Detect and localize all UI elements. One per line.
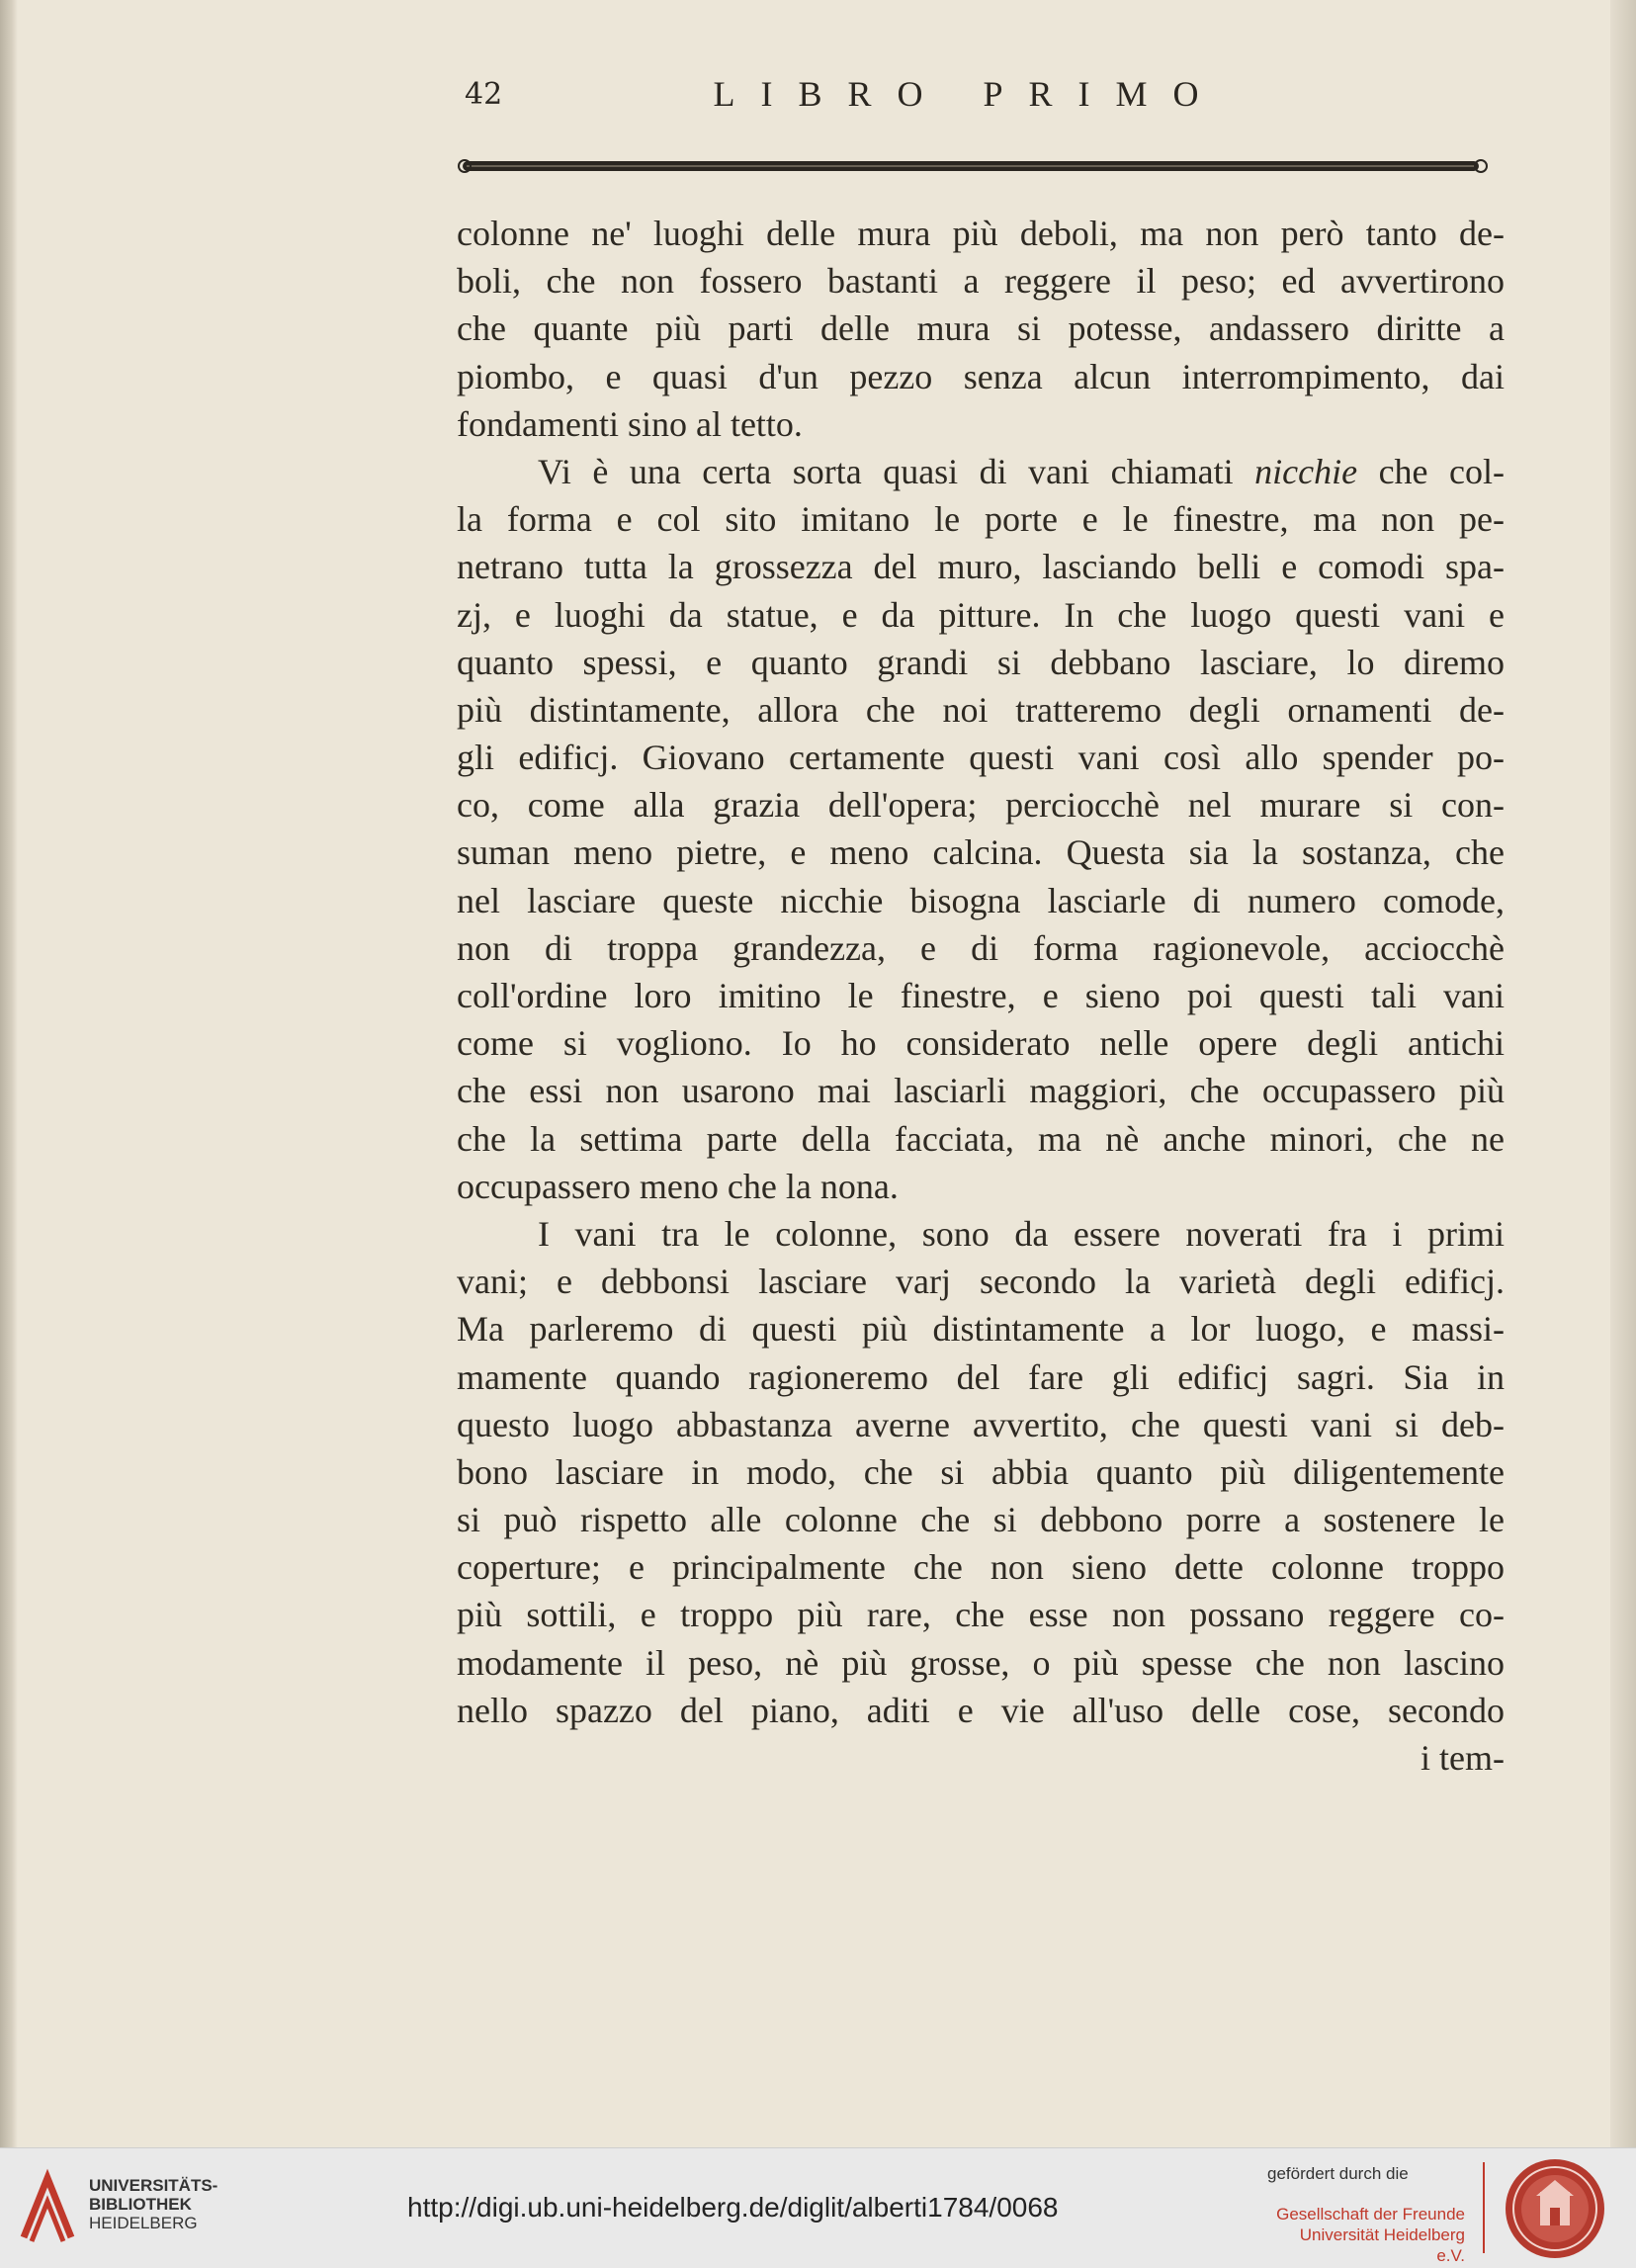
text-line: occupassero meno che la nona. <box>457 1166 899 1206</box>
text-line: mamente quando ragioneremo del fare gli edificj sagri. Sia in <box>457 1356 1505 1397</box>
text-line: che quante più parti delle mura si potesse, andassero diritte a <box>457 308 1505 349</box>
page-header <box>455 69 1483 129</box>
footer-bar <box>0 2147 1636 2268</box>
text-line: boli, che non fossero bastanti a reggere il peso; ed avvertirono <box>457 261 1505 302</box>
library-logo-icon <box>18 2168 77 2247</box>
sponsor-name: Gesellschaft der Freunde Universität Heidelberg e.V. <box>1276 2205 1465 2265</box>
text-line: co, come alla grazia dell'opera; perciocchè nel murare si con- <box>457 785 1505 826</box>
text-line <box>457 448 1505 495</box>
library-name: UNIVERSITÄTS- BIBLIOTHEK HEIDELBERG <box>89 2176 218 2232</box>
text-line: fondamenti sino al tetto. <box>457 403 803 444</box>
text-segment: Vi è una certa sorta quasi di vani chiamati <box>538 451 1234 491</box>
text-line: questo luogo abbastanza averne avvertito, che questi vani si deb- <box>457 1404 1505 1444</box>
text-line: che la settima parte della facciata, ma nè anche minori, che ne <box>457 1118 1505 1159</box>
text-line: vani; e debbonsi lasciare varj secondo la varietà degli edificj. <box>457 1262 1505 1302</box>
text-line: Ma parleremo di questi più distintamente a lor luogo, e massi- <box>457 1309 1505 1350</box>
text-line: modamente il peso, nè più grosse, o più spesse che non lascino <box>457 1642 1505 1683</box>
text-line: quanto spessi, e quanto grandi si debbano lasciare, lo diremo <box>457 642 1505 682</box>
text-line: I vani tra le colonne, sono da essere noverati fra i primi <box>538 1213 1505 1254</box>
page-number: 42 <box>465 77 503 112</box>
text-line: come si vogliono. Io ho considerato nelle opere degli antichi <box>457 1023 1505 1064</box>
text-line: che essi non usarono mai lasciarli maggiori, che occupassero più <box>457 1071 1505 1111</box>
sponsor-divider <box>1483 2162 1485 2253</box>
ornamental-rule <box>457 158 1490 174</box>
text-line: la forma e col sito imitano le porte e le finestre, ma non pe- <box>457 499 1505 540</box>
text-line: nel lasciare queste nicchie bisogna lasciarle di numero comode, <box>457 880 1505 920</box>
permalink-url[interactable]: http://digi.ub.uni-heidelberg.de/diglit/alberti1784/0068 <box>407 2192 1059 2223</box>
text-line: bono lasciare in modo, che si abbia quanto più diligentemente <box>457 1451 1505 1492</box>
catchword: i tem- <box>1421 1738 1505 1778</box>
text-line: più distintamente, allora che noi tratteremo degli ornamenti de- <box>457 689 1505 730</box>
university-seal-icon <box>1503 2156 1607 2261</box>
text-line: più sottili, e troppo più rare, che esse non possano reggere co- <box>457 1595 1505 1635</box>
text-segment: che col- <box>1378 451 1505 491</box>
text-line: coperture; e principalmente che non sieno dette colonne troppo <box>457 1547 1505 1588</box>
text-line: piombo, e quasi d'un pezzo senza alcun interrompimento, dai <box>457 356 1505 396</box>
text-line: gli edificj. Giovano certamente questi vani così allo spender po- <box>457 738 1505 778</box>
text-line: si può rispetto alle colonne che si debbono porre a sostenere le <box>457 1500 1505 1540</box>
text-line: colonne ne' luoghi delle mura più deboli, ma non però tanto de- <box>457 214 1505 253</box>
text-line: non di troppa grandezza, e di forma ragionevole, acciocchè <box>457 927 1505 968</box>
sponsor-note: gefördert durch die <box>1267 2164 1409 2183</box>
text-line: suman meno pietre, e meno calcina. Questa sia la sostanza, che <box>457 832 1505 873</box>
italic-term: nicchie <box>1254 451 1358 491</box>
text-line: zj, e luoghi da statue, e da pitture. In che luogo questi vani e <box>457 594 1505 635</box>
text-line: coll'ordine loro imitino le finestre, e sieno poi questi tali vani <box>457 976 1505 1015</box>
text-line: netrano tutta la grossezza del muro, lasciando belli e comodi spa- <box>457 547 1505 587</box>
body-text <box>457 210 1505 1782</box>
text-line: nello spazzo del piano, aditi e vie all'uso delle cose, secondo <box>457 1690 1505 1730</box>
running-title: LIBRO PRIMO <box>713 74 1225 114</box>
